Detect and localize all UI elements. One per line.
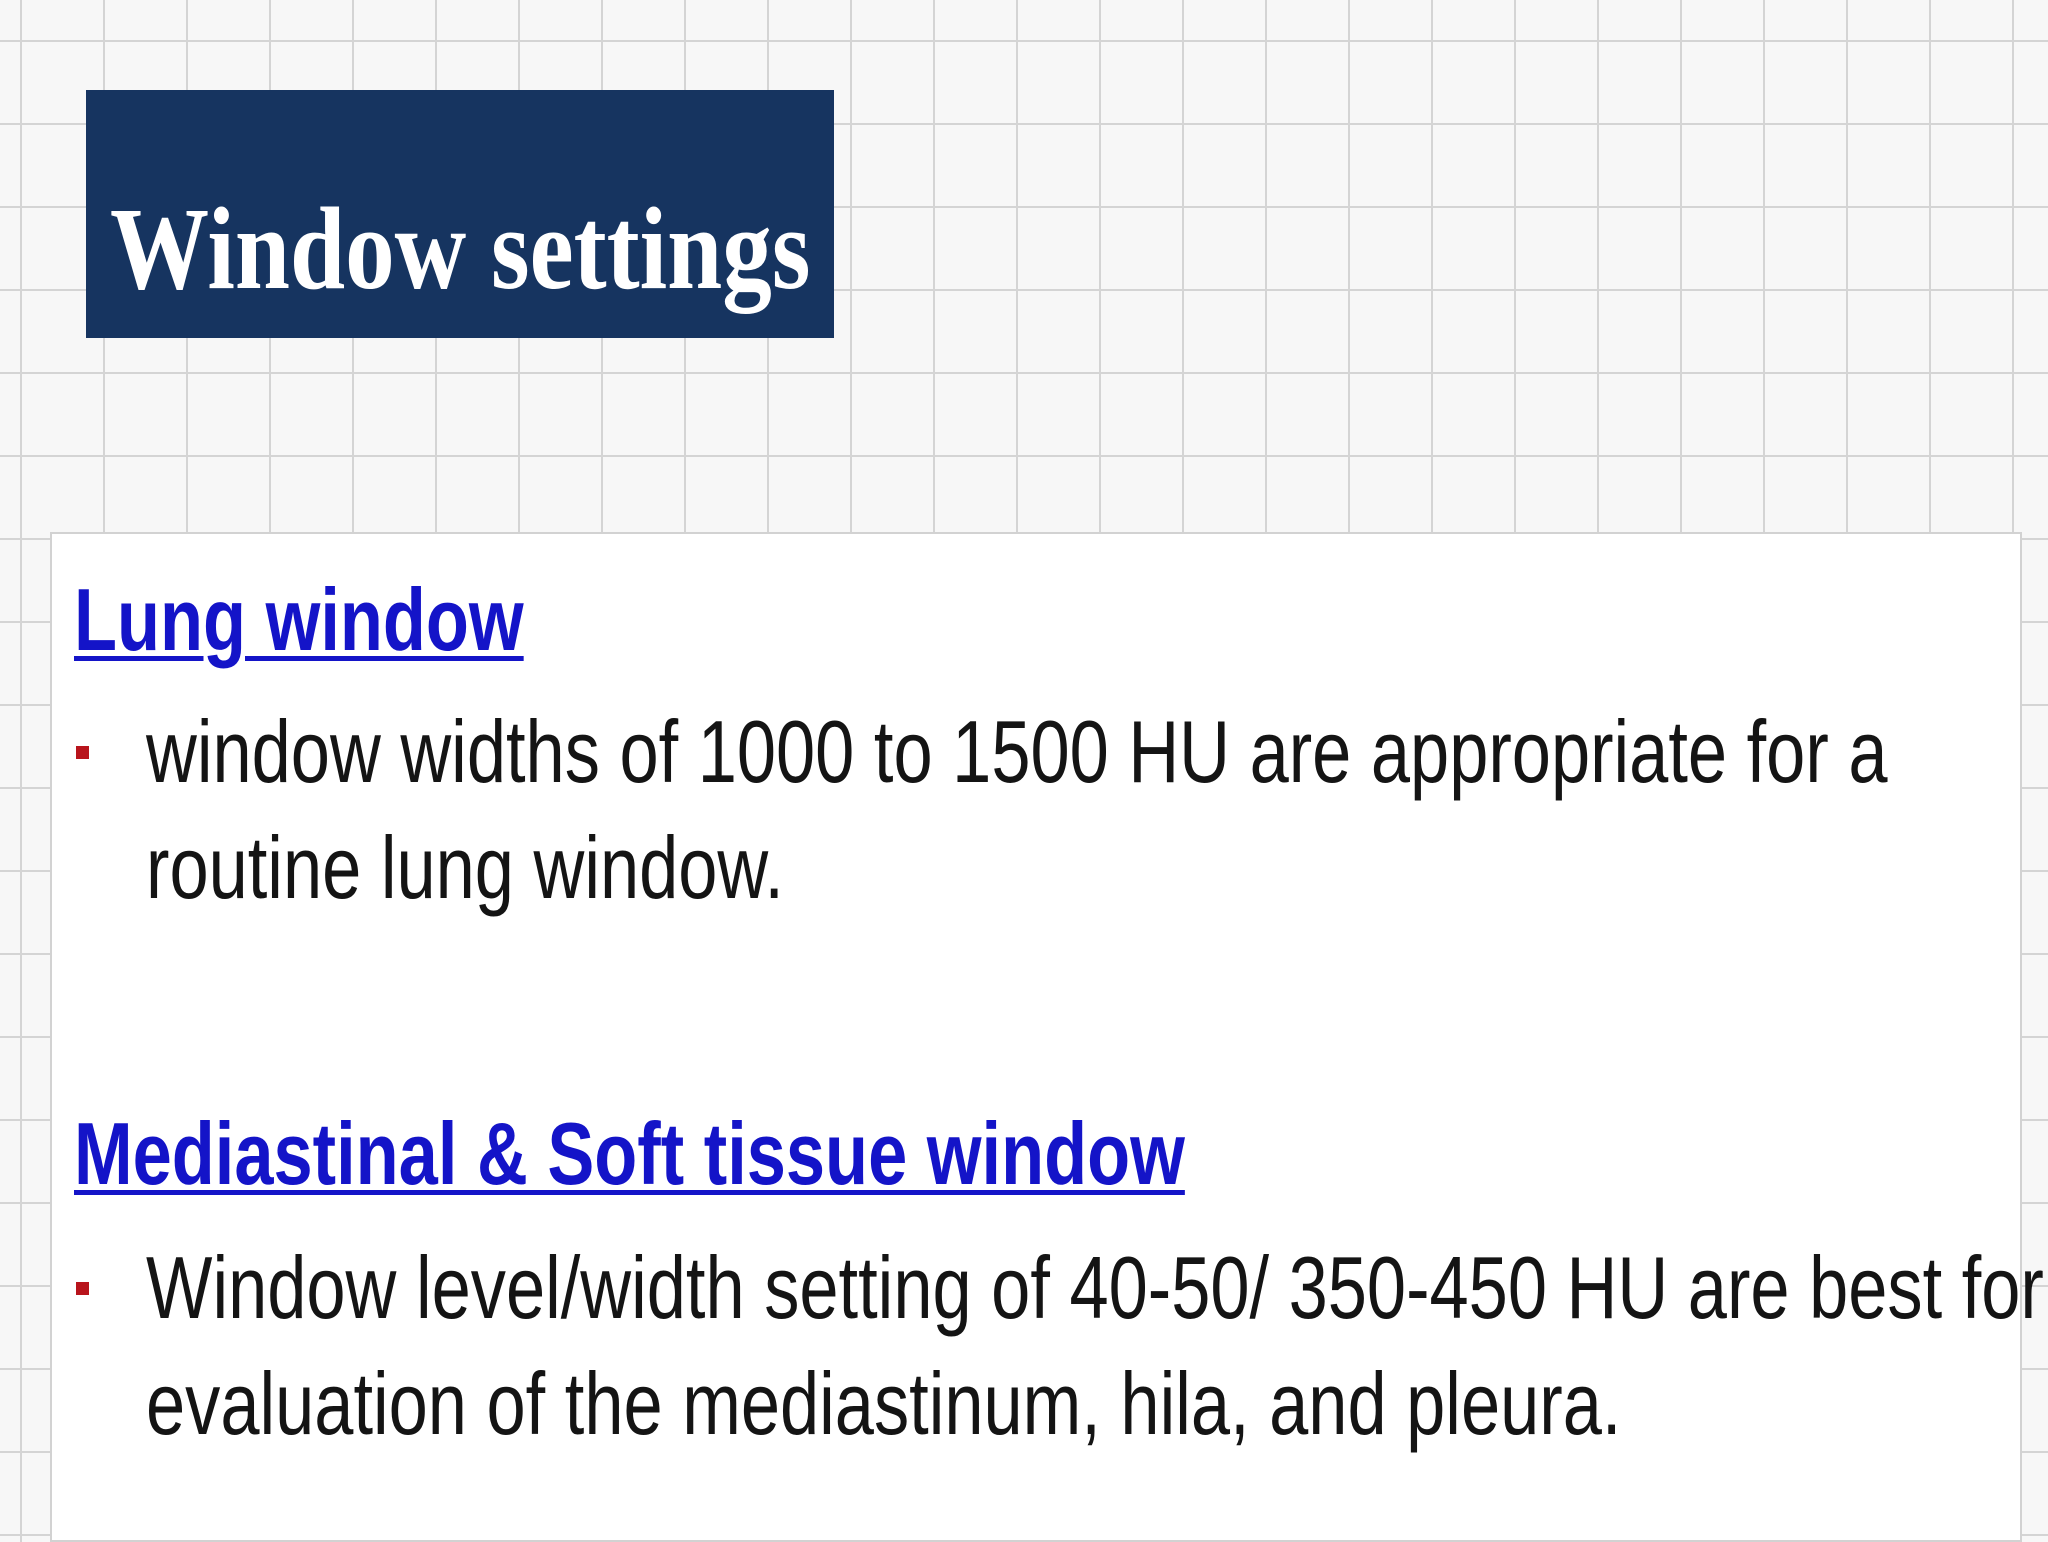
square-bullet-icon [76, 1282, 89, 1295]
bullet-text-line: window widths of 1000 to 1500 HU are appropriate for a [146, 702, 1888, 801]
bullet-text-line: Window level/width setting of 40-50/ 350-450 HU are best for [146, 1238, 2044, 1337]
square-bullet-icon [76, 746, 89, 759]
section-heading-lung-window[interactable]: Lung window [74, 570, 524, 669]
content-panel [50, 532, 2044, 1542]
bullet-text [146, 1230, 2044, 1462]
slide-title: Window settings [110, 183, 811, 314]
section-heading-mediastinal-window[interactable]: Mediastinal & Soft tissue window [74, 1104, 1185, 1203]
slide-title-box [86, 90, 834, 338]
bullet-text-line: routine lung window. [146, 818, 784, 917]
bullet-text-line: evaluation of the mediastinum, hila, and pleura. [146, 1354, 1622, 1453]
bullet-text [146, 694, 1887, 926]
